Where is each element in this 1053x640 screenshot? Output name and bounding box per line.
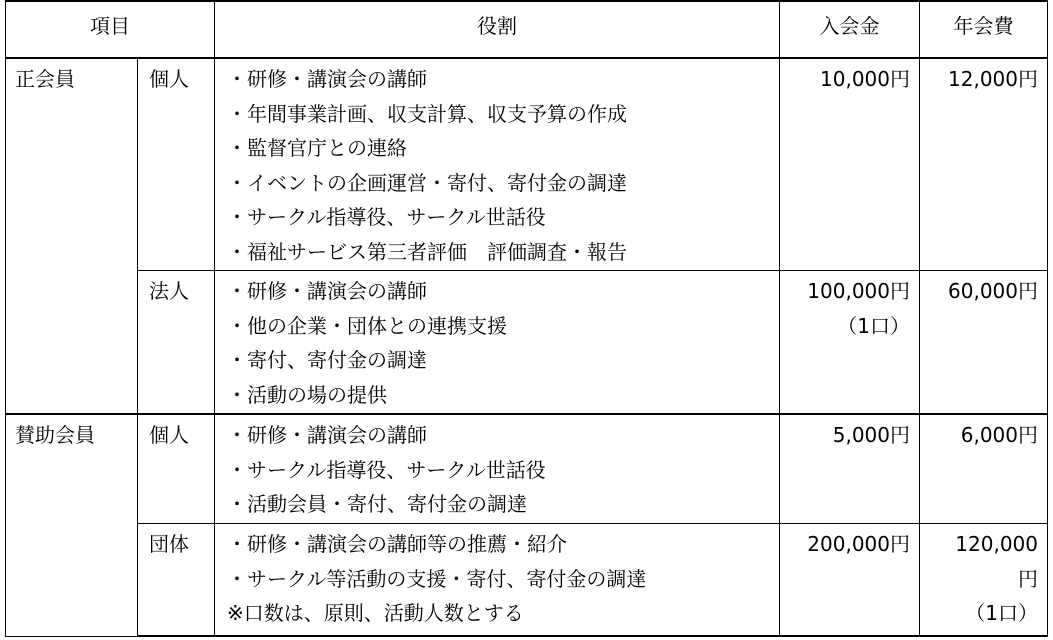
header-annual-fee: 年会費 [920,1,1048,58]
entry-fee-value: 5,000円 [832,423,910,447]
header-entry-fee: 入会金 [780,1,920,58]
role-cell [215,524,780,637]
entry-fee-value: 200,000円 [807,532,910,556]
header-row [6,1,1048,58]
entry-fee-cell [780,414,920,524]
member-type-cell: 団体 [138,524,215,637]
category-cell: 正会員 [6,58,138,414]
member-type-cell: 法人 [138,271,215,415]
annual-fee-value: 12,000円 [948,67,1038,91]
member-type-cell: 個人 [138,414,215,524]
annual-fee-value-unit: 円 [1018,566,1038,591]
table-row [6,414,1048,524]
membership-fee-table [5,0,1048,637]
role-line: ・活動会員・寄付、寄付金の調達 [227,492,527,516]
role-line: ・活動の場の提供 [227,382,387,407]
role-line: ・研修・講演会の講師等の推薦・紹介 [227,532,567,556]
member-type-cell: 個人 [138,58,215,271]
header-role: 役割 [215,1,780,58]
entry-fee-value: 10,000円 [820,67,910,91]
role-line: ・イベントの企画運営・寄付、寄付金の調達 [227,170,627,195]
role-cell [215,271,780,415]
role-line: ・寄付、寄付金の調達 [227,348,427,372]
header-item: 項目 [6,1,215,58]
annual-fee-value: 120,000 [955,532,1038,556]
role-line: ・福祉サービス第三者評価 評価調査・報告 [227,239,627,264]
entry-fee-cell [780,524,920,637]
table-row [6,58,1048,271]
role-line: ・サークル指導役、サークル世話役 [227,205,546,229]
role-line: ※口数は、原則、活動人数とする [227,601,524,625]
role-line: ・研修・講演会の講師 [227,423,427,447]
category-cell: 賛助会員 [6,414,138,636]
annual-fee-cell [920,414,1048,524]
role-cell [215,414,780,524]
role-line: ・研修・講演会の講師 [227,279,427,303]
annual-fee-value: 6,000円 [960,423,1038,447]
entry-fee-cell [780,58,920,271]
role-line: ・監督官庁との連絡 [227,136,407,160]
role-line: ・サークル等活動の支援・寄付、寄付金の調達 [227,566,647,591]
annual-fee-cell [920,58,1048,271]
entry-fee-cell [780,271,920,415]
role-line: ・サークル指導役、サークル世話役 [227,457,546,482]
entry-fee-value: 100,000円 [807,279,910,303]
table-row [6,271,1048,415]
role-line: ・研修・講演会の講師 [227,67,427,91]
annual-fee-cell [920,271,1048,415]
entry-fee-unit-note: （1口） [837,313,910,338]
annual-fee-cell [920,524,1048,637]
annual-fee-value: 60,000円 [948,279,1038,303]
role-line: ・他の企業・団体との連携支援 [227,313,507,338]
role-cell [215,58,780,271]
annual-fee-unit-note: （1口） [965,601,1038,625]
role-line: ・年間事業計画、収支計算、収支予算の作成 [227,101,627,126]
table-row [6,524,1048,637]
